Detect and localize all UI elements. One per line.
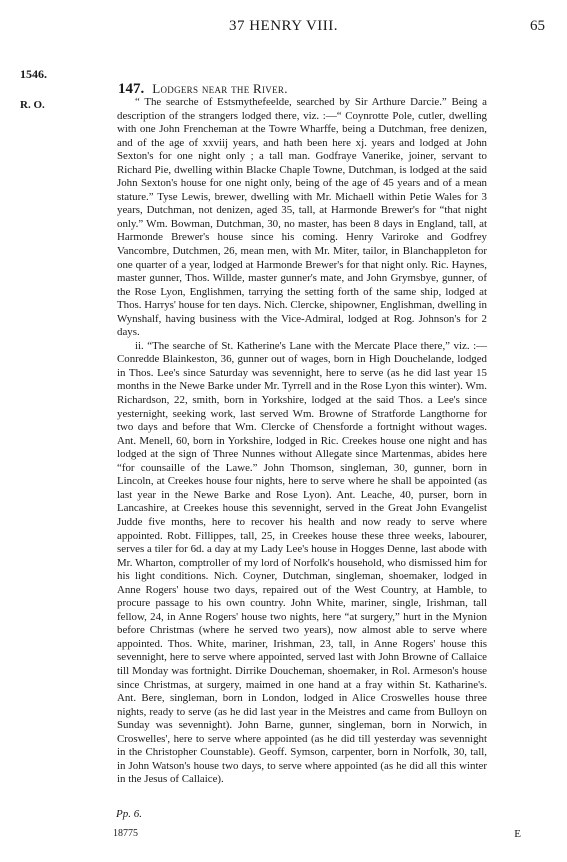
margin-source: R. O.	[20, 99, 45, 111]
page-count-note: Pp. 6.	[116, 808, 142, 820]
margin-year: 1546.	[20, 67, 47, 81]
page-number: 65	[530, 18, 545, 34]
section-title: Lodgers near the River.	[152, 81, 288, 96]
paragraph-1: “ The searche of Estsmythefeelde, searched by Sir Arthure Darcie.” Being a description of the strangers lodged there, viz. :—“ Coynrotte Pole, cutler, dwelling with one John Frencheman at the Towre Wharffe, being a Dutchman, free denizen, and of the age of xxviij years, and hath been here xj. years and lodged at John Sexton's for one night only ; a tall man. Godfraye Vanerike, joiner, servant to Richard Pie, dwelling within Blacke Chaple Towne, Dutchman, is lodged at the said John Sexton's house for one night only, being of the age of 45 years and of a mean stature.” Tyse Lewis, brewer, dwelling with Mr. Michaell within Petie Wales for 3 years, Dutchman, not denizen, aged 35, tall, at Harmonde Brewer's for “that night only.” Wm. Bowman, Dutchman, 30, no master, has been 8 days in England, tall, at Harmonde Brewer's house since his coming. Henry Variroke and Godfrey Vancombre, Dutchmen, 26, mean men, with Mr. Miter, tailor, in Blanchappleton for one quarter of a year, lodged at Harmonde Brewer's for that night only. Ric. Haynes, master gunner, Thos. Willde, master gunner's mate, and John Grymsbye, gunner, of the Rose Lyon, Englishmen, tarrying the setting forth of the same ship, lodged at Thos. Harrys' house for ten days. Nich. Clercke, shipowner, Englishman, dwelling in Wynshalf, having business with the Vice-Admiral, lodged at Rog. Johnson's for 2 days.	[117, 96, 487, 339]
running-title: 37 HENRY VIII.	[228, 18, 339, 34]
paragraph-2: ii. “The searche of St. Katherine's Lane with the Mercate Place there,” viz. :—Conredde Blainkeston, 36, gunner out of wages, born in High Douchelande, lodged in Thos. Lee's since Saturday was sevennight, here to serve (as he did last year 15 months in the Newe Barke under Mr. Tyrrell and in the Rose Lyon this winter). Wm. Richardson, 22, smith, born in Yorkshire, lodged at the said Thos. a Lee's since yesternight, seeking work, last served Wm. Browne of Stratforde Langthorne for two days and before that Wm. Clercke of Chensforde a fortnight without wages. Ant. Menell, 60, born in Yorkshire, lodged in Ric. Creekes house one night and has lodged at the sign of Three Nunnes without Allegate since Martenmas, abides here “for counsaille of the Lawe.” John Thomson, singleman, 30, gunner, born in Lincoln, at Creekes house four nights, here to serve where he shall be appointed (as last year in the Newe Barke and Rose Lyon). Ant. Leache, 40, purser, born in Lancashire, at Creekes house this sevennight, served in the Great John Evangelist Judde five months, here to recover his health and now ready to serve where appointed. Robt. Fillippes, tall, 25, in Creekes house these three weeks, labourer, serves a tiler for 6d. a day at my Lady Lee's house in Hogges Denne, last abode with Mr. Wharton, comptroller of my lord of Norfolk's household, who dismissed him for his light conditions. Nich. Coyner, Dutchman, singleman, shoemaker, lodged in Anne Rogers' house two days, repaired out of the West Country, at Hamble, to procure passage to his own country. John White, mariner, single, Irishman, tall fellow, 24, in Anne Rogers' house two nights, here “at surgery,” hurt in the Mynion before Christmas (where he served two years), now almost able to serve where appointed. Thos. White, mariner, Irishman, 23, tall, in Anne Rogers' house this sevennight, here to serve where appointed, served last with John Browne of Callaice till Monday was fortnight. Dirrike Doucheman, shoemaker, in Rol. Armeson's house since Christmas, at surgery, maimed in one hand at a fray within St. Katharine's. Ant. Bere, singleman, born in London, lodged in Alice Croswelles house three nights, ready to serve (as he did last year in the Meistres and came from Bulloyn on Sunday was sevennight). John Barne, gunner, singleman, born in Norwich, in Croswelles', here to serve where appointed (as he did till yesterday was sevennight in the Christopher Counstable). Geoff. Symson, carpenter, born in Norfolk, 30, tall, in John Watson's house two days, to serve where appointed (as he did all this winter in the Jesus of Callaice).	[117, 339, 487, 786]
section-number: 147.	[118, 81, 145, 97]
entry-body	[117, 96, 487, 787]
printer-signature: 18775	[113, 828, 138, 839]
running-header	[0, 18, 567, 48]
signature-letter: E	[514, 828, 521, 840]
